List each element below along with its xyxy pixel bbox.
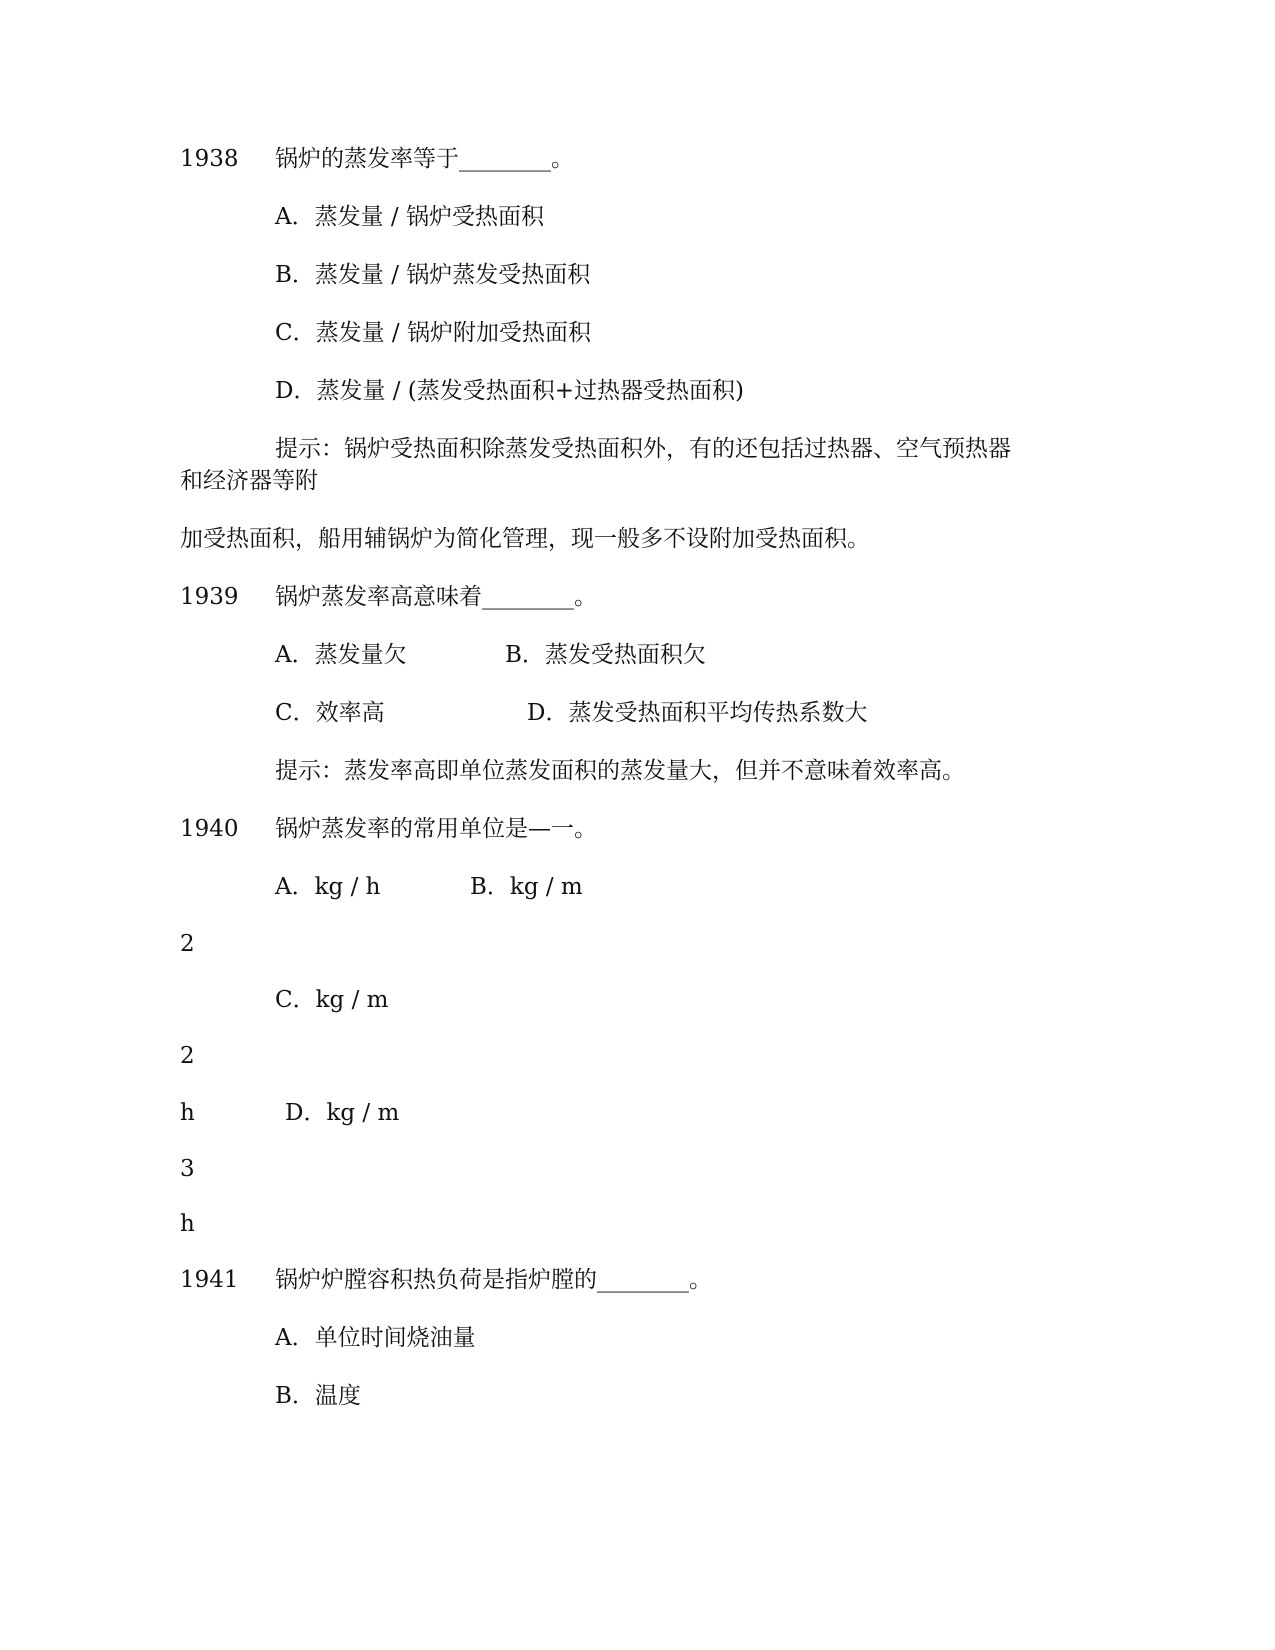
option-a: A．蒸发量欠 — [275, 642, 407, 668]
option-c: C．蒸发量 / 锅炉附加受热面积 — [275, 320, 591, 346]
option-b: B．蒸发受热面积欠 — [505, 642, 706, 668]
question-stem: 锅炉蒸发率的常用单位是—一。 — [275, 816, 597, 842]
question-number: 1938 — [180, 146, 239, 172]
option-d: D．蒸发量 / (蒸发受热面积+过热器受热面积) — [275, 378, 745, 404]
option-d: D．蒸发受热面积平均传热系数大 — [527, 700, 868, 726]
option-a: A．kg / h — [275, 874, 381, 900]
option-c: C．kg / m — [275, 987, 389, 1013]
hint-text: 提示：蒸发率高即单位蒸发面积的蒸发量大，但并不意味着效率高。 — [275, 758, 965, 784]
unit-fragment: h — [180, 1100, 195, 1126]
option-c: C．效率高 — [275, 700, 385, 726]
question-number: 1940 — [180, 816, 239, 842]
question-number: 1939 — [180, 584, 239, 610]
option-a: A．单位时间烧油量 — [275, 1325, 476, 1351]
hint-text-continued: 加受热面积，船用辅锅炉为简化管理，现一般多不设附加受热面积。 — [180, 526, 870, 552]
superscript-fragment: 3 — [180, 1156, 195, 1182]
option-d: D．kg / m — [285, 1100, 400, 1126]
question-stem: 锅炉炉膛容积热负荷是指炉膛的________。 — [275, 1267, 712, 1293]
option-b: B．温度 — [275, 1383, 361, 1409]
option-b: B．蒸发量 / 锅炉蒸发受热面积 — [275, 262, 591, 288]
option-b: B．kg / m — [470, 874, 583, 900]
question-stem: 锅炉的蒸发率等于________。 — [275, 146, 574, 172]
hint-text-continued: 和经济器等附 — [180, 468, 318, 494]
unit-fragment: h — [180, 1211, 195, 1237]
option-a: A．蒸发量 / 锅炉受热面积 — [275, 204, 544, 230]
question-number: 1941 — [180, 1267, 239, 1293]
hint-text: 提示：锅炉受热面积除蒸发受热面积外，有的还包括过热器、空气预热器 — [275, 436, 1011, 462]
superscript-fragment: 2 — [180, 1043, 195, 1069]
question-stem: 锅炉蒸发率高意味着________。 — [275, 584, 597, 610]
superscript-fragment: 2 — [180, 931, 195, 957]
